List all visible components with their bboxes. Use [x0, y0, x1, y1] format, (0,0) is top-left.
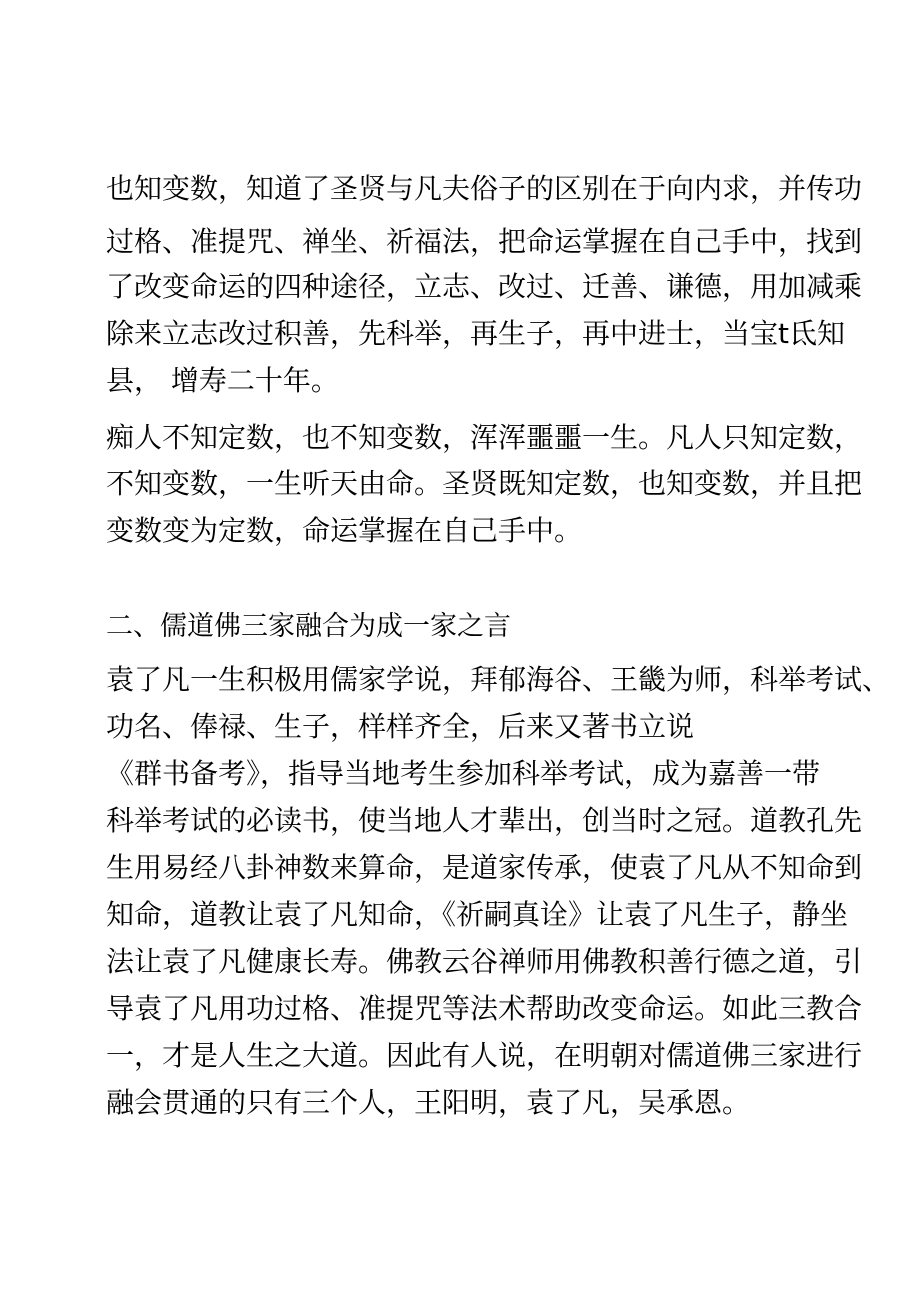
- paragraph-1-line-4: 除来立志改过积善，先科举，再生子，再中进士，当宝t氐知: [106, 317, 845, 350]
- paragraph-3-line-2: 功名、俸禄、生子，样样齐全，后来又著书立说: [106, 710, 695, 743]
- paragraph-3-line-4: 科举考试的必读书，使当地人才辈出，创当时之冠。道教孔先: [106, 804, 863, 837]
- paragraph-3-line-7: 法让袁了凡健康长寿。佛教云谷禅师用佛教积善行德之道，引: [106, 945, 863, 978]
- paragraph-2-line-2: 不知变数，一生听天由命。圣贤既知定数，也知变数，并且把: [106, 467, 863, 500]
- paragraph-2-line-1: 痴人不知定数，也不知变数，浑浑噩噩一生。凡人只知定数，: [106, 421, 863, 454]
- paragraph-1-line-5: 县， 增寿二十年。: [106, 364, 339, 397]
- paragraph-1-line-1: 也知变数，知道了圣贤与凡夫俗子的区别在于向内求，并传功: [106, 172, 863, 205]
- paragraph-3-line-3: 《群书备考》，指导当地考生参加科举考试，成为嘉善一带: [106, 757, 821, 790]
- paragraph-1-line-2: 过格、准提咒、禅坐、祈福法，把命运掌握在自己手中，找到: [106, 225, 863, 258]
- paragraph-2-line-3: 变数变为定数，命运掌握在自己手中。: [106, 514, 583, 547]
- paragraph-3-line-6: 知命，道教让袁了凡知命，《祈嗣真诠》让袁了凡生子，静坐: [106, 898, 849, 931]
- section-heading: 二、儒道佛三家融合为成一家之言: [106, 611, 511, 642]
- paragraph-3-line-10: 融会贯通的只有三个人，王阳明，袁了凡，吴承恩。: [106, 1086, 751, 1119]
- paragraph-1-line-3: 了改变命运的四种途径，立志、改过、迁善、谦德，用加减乘: [106, 270, 863, 303]
- paragraph-3-line-5: 生用易经八卦神数来算命，是道家传承，使袁了凡从不知命到: [106, 851, 863, 884]
- paragraph-3-line-1: 袁了凡一生积极用儒家学说，拜郁海谷、王畿为师，科举考试、: [106, 663, 891, 696]
- paragraph-3-line-8: 导袁了凡用功过格、准提咒等法术帮助改变命运。如此三教合: [106, 992, 863, 1025]
- paragraph-3-line-9: 一，才是人生之大道。因此有人说，在明朝对儒道佛三家进行: [106, 1039, 863, 1072]
